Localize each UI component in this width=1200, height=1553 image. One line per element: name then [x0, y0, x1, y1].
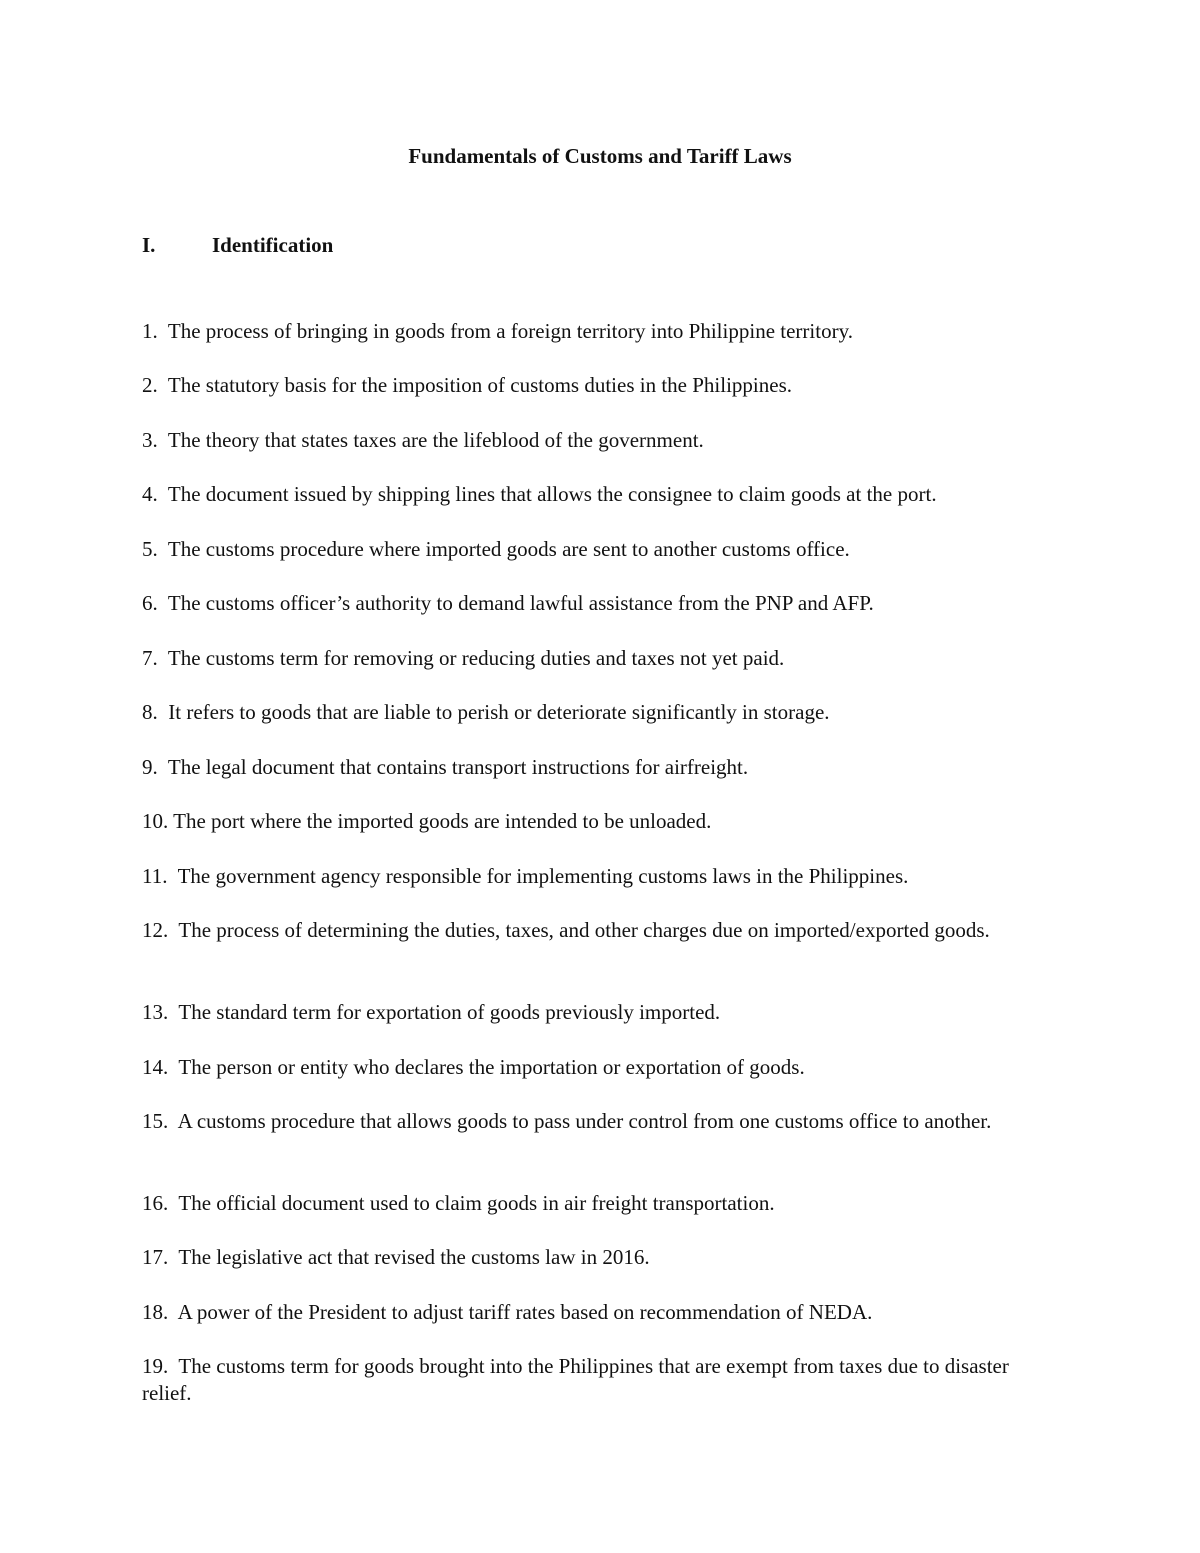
section-number: I. — [142, 233, 156, 257]
question-item — [142, 1353, 1042, 1407]
question-text: The statutory basis for the imposition of customs duties in the Philippines. — [167, 373, 792, 397]
question-item — [142, 427, 1042, 454]
question-text: The standard term for exportation of goods previously imported. — [178, 1000, 721, 1024]
question-number: 5. — [142, 537, 158, 561]
question-item — [142, 536, 1042, 563]
question-item — [142, 372, 1042, 399]
question-number: 19. — [142, 1354, 169, 1378]
question-text: The legal document that contains transport instructions for airfreight. — [167, 755, 749, 779]
question-text: The process of determining the duties, taxes, and other charges due on imported/exported goods. — [178, 918, 990, 942]
question-number: 13. — [142, 1000, 169, 1024]
question-number: 14. — [142, 1055, 169, 1079]
question-number: 3. — [142, 428, 158, 452]
question-number: 9. — [142, 755, 158, 779]
question-text: The person or entity who declares the importation or exportation of goods. — [178, 1055, 805, 1079]
question-item — [142, 318, 1042, 345]
question-item — [142, 1244, 1042, 1271]
question-text: The government agency responsible for implementing customs laws in the Philippines. — [177, 864, 909, 888]
question-number: 16. — [142, 1191, 169, 1215]
question-number: 1. — [142, 319, 158, 343]
question-text: A customs procedure that allows goods to pass under control from one customs office to another. — [177, 1109, 992, 1133]
question-text: The port where the imported goods are intended to be unloaded. — [173, 809, 712, 833]
question-text: A power of the President to adjust tariff rates based on recommendation of NEDA. — [177, 1300, 873, 1324]
question-text: The official document used to claim goods in air freight transportation. — [178, 1191, 775, 1215]
question-item — [142, 699, 1042, 726]
question-text: The document issued by shipping lines that allows the consignee to claim goods at the port. — [167, 482, 937, 506]
question-text: The customs procedure where imported goods are sent to another customs office. — [167, 537, 850, 561]
question-item — [142, 1299, 1042, 1326]
question-item — [142, 999, 1042, 1026]
question-text: The process of bringing in goods from a foreign territory into Philippine territory. — [167, 319, 853, 343]
section-heading — [142, 232, 333, 259]
question-number: 15. — [142, 1109, 169, 1133]
question-number: 2. — [142, 373, 158, 397]
question-text: It refers to goods that are liable to perish or deteriorate significantly in storage. — [168, 700, 830, 724]
question-number: 10. — [142, 809, 169, 833]
section-title: Identification — [212, 233, 334, 257]
question-text: The customs term for removing or reducing duties and taxes not yet paid. — [167, 646, 785, 670]
question-item — [142, 917, 1042, 944]
question-number: 18. — [142, 1300, 169, 1324]
question-number: 7. — [142, 646, 158, 670]
question-item — [142, 754, 1042, 781]
question-item — [142, 1108, 1042, 1135]
question-item — [142, 863, 1042, 890]
question-text: The customs officer’s authority to demand lawful assistance from the PNP and AFP. — [167, 591, 874, 615]
question-number: 6. — [142, 591, 158, 615]
question-number: 4. — [142, 482, 158, 506]
question-text: The customs term for goods brought into the Philippines that are exempt from taxes due to disaster relief. — [142, 1354, 1009, 1405]
question-item — [142, 1190, 1042, 1217]
question-number: 11. — [142, 864, 168, 888]
question-item — [142, 590, 1042, 617]
question-item — [142, 645, 1042, 672]
question-text: The legislative act that revised the customs law in 2016. — [178, 1245, 650, 1269]
document-title: Fundamentals of Customs and Tariff Laws — [408, 144, 792, 168]
question-item — [142, 808, 1042, 835]
question-number: 12. — [142, 918, 169, 942]
question-item — [142, 1054, 1042, 1081]
question-item — [142, 481, 1042, 508]
question-number: 17. — [142, 1245, 169, 1269]
question-text: The theory that states taxes are the lifeblood of the government. — [167, 428, 704, 452]
question-number: 8. — [142, 700, 158, 724]
